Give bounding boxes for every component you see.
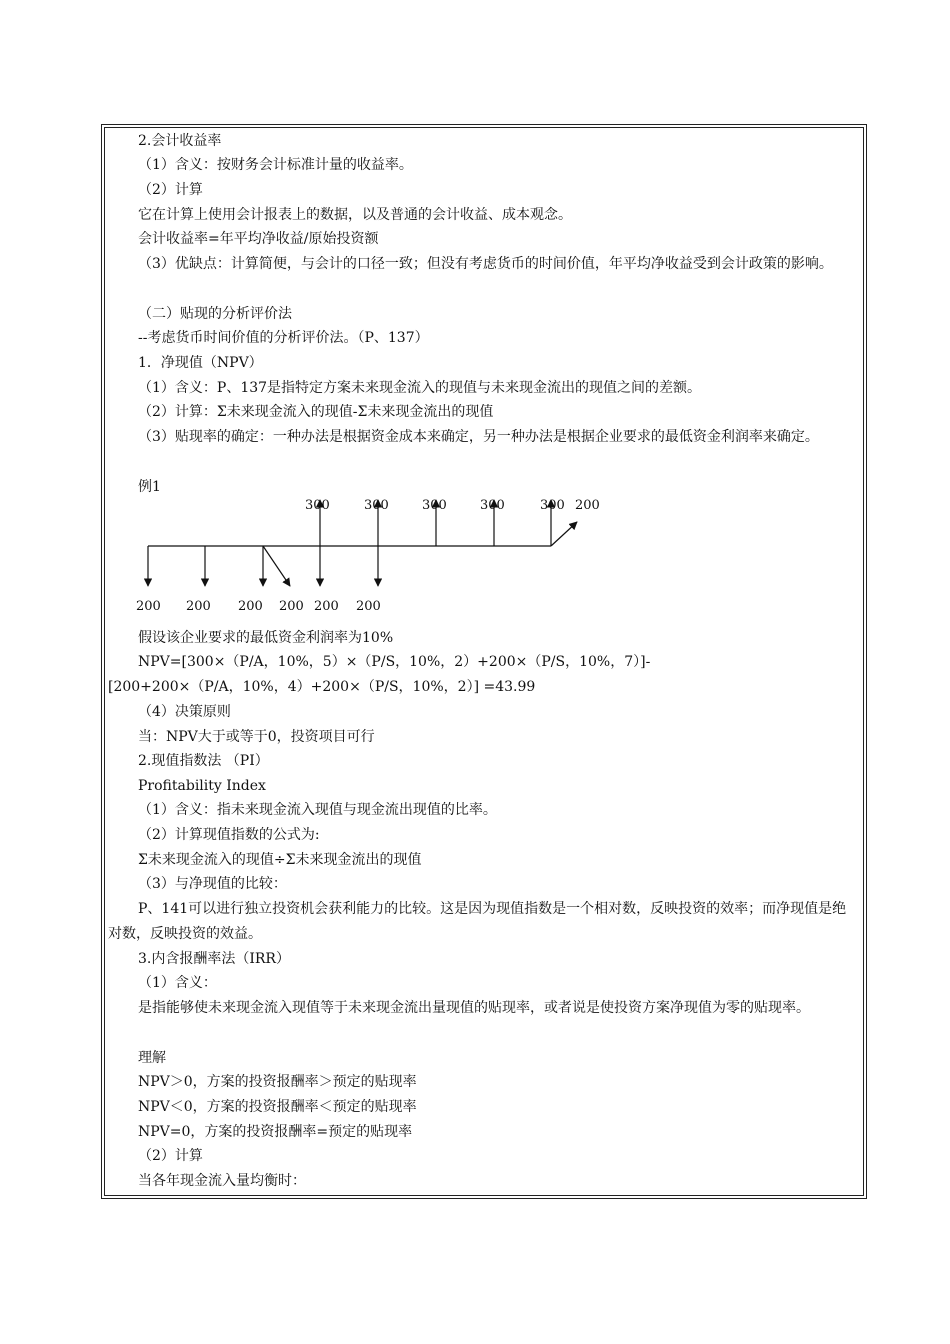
text-line: NPV＜0，方案的投资报酬率＜预定的贴现率 [138,1099,417,1115]
npv-formula-line1: NPV=[300×（P/A，10%，5）×（P/S，10%，2）+200×（P/S，10%，7）]- [138,654,651,670]
text-line: （1）含义： [138,975,217,991]
cash-flow-diagram [130,490,620,620]
cash-flow-svg [130,490,620,620]
inflow-arrow-extra [551,522,577,546]
heading-irr: 3.内含报酬率法（IRR） [138,951,290,967]
text-line: 当：NPV大于或等于0，投资项目可行 [138,729,375,745]
heading-pi: 2.现值指数法 （PI） [138,753,269,769]
outflow-label: 200 [238,599,263,614]
text-line: Profitability Index [138,778,266,794]
text-line: （1）含义：按财务会计标准计量的收益率。 [138,157,413,173]
inflow-label: 300 [480,498,505,513]
inflow-label: 300 [422,498,447,513]
text-line: 假设该企业要求的最低资金利润率为10% [138,630,394,646]
formula-line: Σ未来现金流入的现值÷Σ未来现金流出的现值 [138,852,422,868]
inflow-label: 300 [540,498,565,513]
text-line: （2）计算 [138,1148,203,1164]
text-line: NPV＞0，方案的投资报酬率＞预定的贴现率 [138,1074,417,1090]
inflow-label: 300 [305,498,330,513]
formula-line: 会计收益率=年平均净收益/原始投资额 [138,231,379,247]
paragraph-pi-comparison: P、141可以进行独立投资机会获利能力的比较。这是因为现值指数是一个相对数，反映投资的效率；而净现值是绝对数，反映投资的效益。 [108,901,847,942]
npv-formula-line2: [200+200×（P/A，10%，4）+200×（P/S，10%，2）] =43.99 [108,679,536,695]
heading-npv: 1．净现值（NPV） [138,355,263,371]
outflow-label: 200 [186,599,211,614]
paragraph-discount-rate: （3）贴现率的确定：一种办法是根据资金成本来确定，另一种办法是根据企业要求的最低资金利润率来确定。 [138,429,819,445]
outflow-arrow [263,546,290,586]
text-line: （2）计算：Σ未来现金流入的现值-Σ未来现金流出的现值 [138,404,494,420]
text-line: 当各年现金流入量均衡时： [138,1173,306,1189]
outflow-label: 200 [356,599,381,614]
paragraph-irr-definition: 是指能够使未来现金流入现值等于未来现金流出量现值的贴现率，或者说是使投资方案净现值为零的贴现率。 [138,1000,810,1016]
text-line: （1）含义：指未来现金流入现值与现金流出现值的比率。 [138,802,497,818]
heading-accounting-return: 2.会计收益率 [138,133,222,149]
example-label: 例1 [138,479,161,495]
text-line: 它在计算上使用会计报表上的数据，以及普通的会计收益、成本观念。 [138,207,572,223]
text-line: （4）决策原则 [138,704,231,720]
heading-discount-method: （二）贴现的分析评价法 [138,306,292,322]
text-line: 理解 [138,1050,166,1066]
paragraph-pros-cons: （3）优缺点：计算简便，与会计的口径一致；但没有考虑货币的时间价值，年平均净收益受到会计政策的影响。 [138,256,833,272]
text-line: （2）计算现值指数的公式为: [138,827,320,843]
inflow-label: 300 [364,498,389,513]
outflow-label: 200 [279,599,304,614]
text-line: （3）与净现值的比较： [138,876,287,892]
outflow-label: 200 [314,599,339,614]
outflow-label: 200 [136,599,161,614]
text-line: NPV=0，方案的投资报酬率=预定的贴现率 [138,1124,413,1140]
text-line: --考虑货币时间价值的分析评价法。（P、137） [138,330,429,346]
text-line: （2）计算 [138,182,203,198]
inflow-label-extra: 200 [575,498,600,513]
text-line: （1）含义：P、137是指特定方案未来现金流入的现值与未来现金流出的现值之间的差额。 [138,380,702,396]
